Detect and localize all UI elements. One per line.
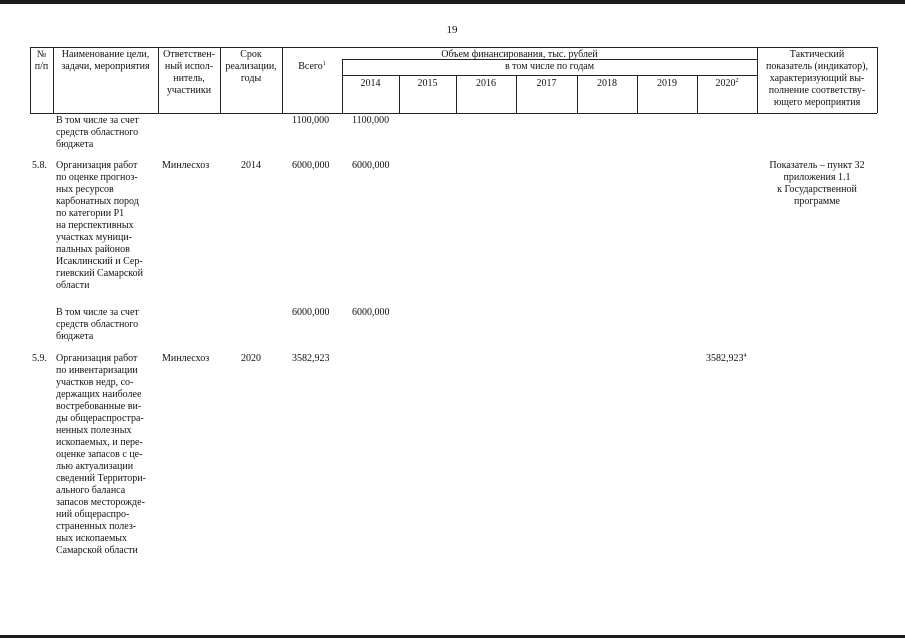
header-year-2016: 2016: [476, 78, 496, 89]
header-year-2014: 2014: [360, 78, 381, 89]
row-total: 6000,000: [292, 160, 330, 171]
row-name: В том числе за счет средств областного бюджета: [56, 307, 139, 342]
row-2014: 1100,000: [352, 115, 390, 126]
row-2014: 6000,000: [352, 307, 390, 318]
header-name: Наименование цели, задачи, мероприятия: [61, 49, 150, 72]
header-year-2020-label: 2020: [715, 78, 736, 89]
header-num: № п/п: [34, 49, 49, 72]
row-num: 5.9.: [32, 353, 47, 364]
row-name: В том числе за счет средств областного бюджета: [56, 115, 139, 150]
row-2020: [706, 353, 762, 365]
row-2020-value: 3582,923: [706, 353, 744, 364]
row-term: 2020: [241, 353, 261, 364]
row-total: 3582,923: [292, 353, 330, 364]
header-year-2020: [697, 78, 757, 90]
row-2014: 6000,000: [352, 160, 390, 171]
header-year-2018: 2018: [597, 78, 617, 89]
header-funding: Объем финансирования, тыс. рублей: [441, 49, 598, 60]
row-name: Организация работ по инвентаризации участков недр, со- держащих наиболее востребованные ви- ды общераспростра- ненных полезных ископаемых, и пере- оценке запасов с це- лью актуализации сведений Территори- ального баланса запасов месторожде- ний общераспро- страненных полез- ных ископаемых Самарской области: [56, 353, 146, 556]
header-total: [282, 61, 342, 73]
header-year-2020-note: 2: [735, 78, 739, 84]
header-year-2015: 2015: [417, 78, 438, 89]
header-responsible: Ответствен- ный испол- нитель, участники: [163, 49, 215, 96]
row-term: 2014: [241, 160, 261, 171]
header-total-label: Всего: [298, 61, 323, 72]
header-year-2017: 2017: [536, 78, 557, 89]
row-total: 6000,000: [292, 307, 330, 318]
row-name: Организация работ по оценке прогноз- ных ресурсов карбонатных пород по категории Р1 на перспективных участках муници- пальных районов Исаклинский и Сер- гиевский Самарской области: [56, 160, 144, 291]
header-indicator: Тактический показатель (индикатор), характеризующий вы- полнение соответству- ющего мероприятия: [766, 49, 868, 108]
header-year-2019: 2019: [657, 78, 677, 89]
header-term: Срок реализации, годы: [225, 49, 277, 84]
header-total-note: 1: [322, 61, 326, 67]
top-edge: [0, 0, 905, 4]
row-responsible: Минлесхоз: [162, 353, 210, 364]
bottom-edge: [0, 635, 905, 638]
row-2020-note: 4: [743, 353, 747, 359]
row-responsible: Минлесхоз: [162, 160, 210, 171]
page-number: 19: [446, 24, 458, 36]
header-by-years: в том числе по годам: [504, 61, 595, 72]
row-total: 1100,000: [292, 115, 330, 126]
row-num: 5.8.: [32, 160, 47, 171]
row-indicator: Показатель – пункт 32 приложения 1.1 к Государственной программе: [769, 160, 865, 207]
